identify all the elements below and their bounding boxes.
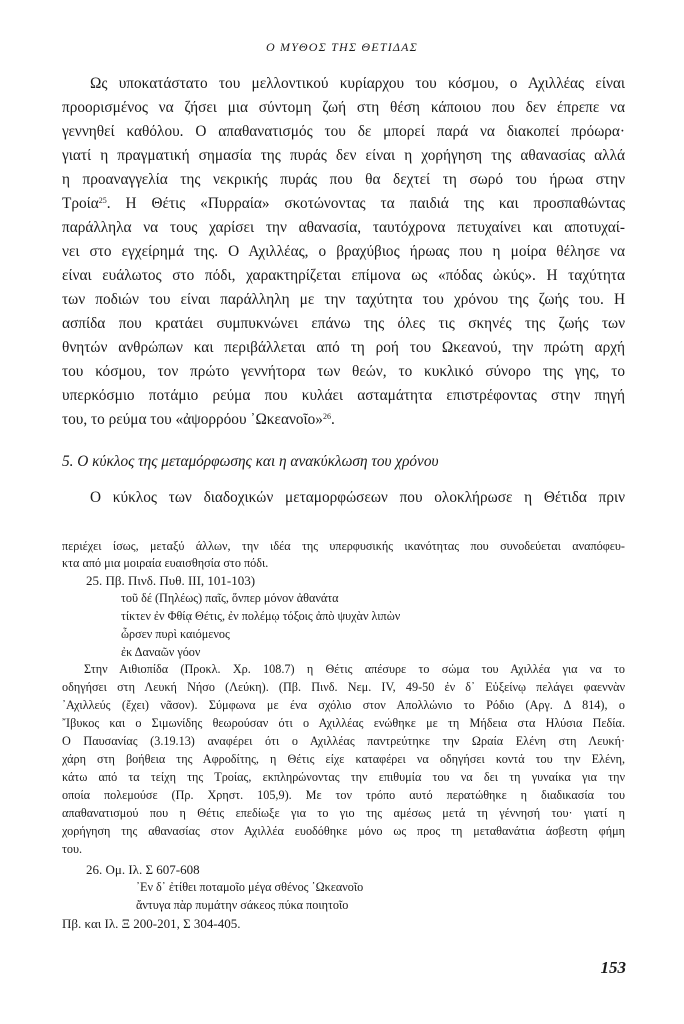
footnote-line: Ο Παυσανίας (3.19.13) αναφέρει ότι ο Αχιλλέας παντρεύτηκε την Ωραία Ελένη στη Λευκή· <box>62 734 625 748</box>
text-fragment: του, το ρεύμα του «ἀψορρόου ᾿Ωκεανοῖο» <box>62 411 323 428</box>
text-line: προορισμένος να ζήσει μια σύντομη ζωή στη θέση κάποιου που δεν έπρεπε να <box>62 99 625 116</box>
text-line <box>62 195 625 213</box>
text-line: παράλληλα να τους χαρίσει την αθανασία, ταυτόχρονα πετυχαίνει και αποτυχαί- <box>62 219 625 236</box>
page-number: 153 <box>600 958 626 977</box>
text-line: Ως υποκατάστατο του μελλοντικού κυρίαρχου του κόσμου, ο Αχιλλέας είναι <box>90 75 625 92</box>
footnote-line: οποία πολεμούσε (Πρ. Χρηστ. 105,9). Με τον τρόπο αυτό περατώθηκε η διαδικασία του <box>62 788 625 802</box>
footnote-ref[interactable]: 26 <box>322 412 331 421</box>
footnote-line: του. <box>62 842 83 856</box>
text-fragment: Τροία <box>62 195 99 212</box>
text-line: του, το ρεύμα του «ἀψορρόου ᾿Ωκεανοῖο»$^{26}$. <box>62 411 335 428</box>
footnote-line: κτα από μια μοιραία ευαισθησία στο πόδι. <box>62 556 269 570</box>
text-line: νει στο εγχείρημά της. Ο Αχιλλέας, ο βραχύβιος ήρωας που η μοίρα θέλησε να <box>62 243 625 260</box>
section-heading: 5. Ο κύκλος της μεταμόρφωσης και η ανακύκλωση του χρόνου <box>62 453 439 470</box>
footnote-26-heading: 26. Ομ. Ιλ. Σ 607-608 <box>86 862 200 877</box>
text-line: του κόσμου, τον πρώτο γεννήτορα των θεών, το κυκλικό σύνορο της γης, το <box>62 363 625 380</box>
section-first-line: Ο κύκλος των διαδοχικών μεταμορφώσεων που ολοκλήρωσε η Θέτιδα πριν <box>90 489 625 506</box>
text-line: θνητών ανθρώπων και περιβάλλεται από τη ροή του Ωκεανού, την πρώτη αρχή <box>62 339 625 356</box>
quote-line: τίκτεν ἐν Φθίᾳ Θέτις, ἐν πολέμῳ τόξοις ἀπὸ ψυχὰν λιπὼν <box>121 609 401 623</box>
footnote-25-heading: 25. Πβ. Πινδ. Πυθ. III, 101-103) <box>86 573 256 588</box>
text-line: είναι ευάλωτος στο πόδι, χαρακτηρίζεται επίμονα ως «πόδας ὠκύς». Η ταχύτητα <box>62 267 625 284</box>
text-line: ασπίδα που κρατάει συμπυκνώνει επάνω της όλες τις σκηνές της ζωής των <box>62 315 625 332</box>
text-line: υπερκόσμιο ποτάμιο ρεύμα που κυλάει ασταμάτητα επιστρέφοντας στην πηγή <box>62 387 625 404</box>
quote-line: ᾿Εν δ᾿ ἐτίθει ποταμοῖο μέγα σθένος ᾿Ωκεανοῖο <box>136 880 364 894</box>
text-line: η προαναγγελία της νεκρικής πυράς που θα δεχτεί τη σωρό του ήρωα στην <box>62 171 625 188</box>
footnote-line: περιέχει ίσως, μεταξύ άλλων, την ιδέα της υπερφυσικής ικανότητας που συνοδεύεται αναπόφευ- <box>62 539 625 553</box>
text-line: των ποδιών του είναι παράλληλη με την ταχύτητα του χρόνου της ζωής του. Η <box>62 291 625 308</box>
quote-line: τοῦ δέ (Πηλέως) παῖς, ὅνπερ μόνον ἀθανάτα <box>121 591 339 605</box>
footnote-line: Πβ. και Ιλ. Ξ 200-201, Σ 304-405. <box>62 916 241 931</box>
quote-line: ἐκ Δαναῶν γόον <box>121 645 201 659</box>
quote-line: ἄντυγα πὰρ πυμάτην σάκεος πύκα ποιητοῖο <box>136 898 349 912</box>
quote-line: ὦρσεν πυρὶ καιόμενος <box>121 627 230 641</box>
running-header: Ο ΜΥΘΟΣ ΤΗΣ ΘΕΤΙΔΑΣ <box>265 40 419 54</box>
footnote-ref[interactable]: 25 <box>98 196 107 205</box>
footnote-line: ῎Ιβυκος και ο Σιμωνίδης θεωρούσαν ότι ο Αχιλλέας ενώθηκε με τη Μήδεια στα Ηλύσια Πεδία. <box>62 716 625 730</box>
footnote-line: ᾿Αχιλλεύς (ἔχει) νᾶσον). Σύμφωνα με ένα σχόλιο στον Απολλώνιο το Ρόδιο (Αργ. Δ 814), ο <box>62 698 625 712</box>
footnote-line: χάρη στη βοήθεια της Αφροδίτης, η Θέτις είχε καταφέρει να οδηγήσει κοντά του την Ελένη, <box>62 752 625 766</box>
footnote-line: κάτω από τα τείχη της Τροίας, εκπληρώνοντας την επιθυμία του να δει τη γυναίκα για την <box>62 770 625 784</box>
footnote-line: Στην Αιθιοπίδα (Προκλ. Χρ. 108.7) η Θέτις απέσυρε το σώμα του Αχιλλέα για να το <box>84 662 625 676</box>
text-line: γιατί η πραγματική σημασία της πυράς δεν είναι η χορήγηση της αθανασίας αλλά <box>62 147 625 164</box>
text-fragment: . Η Θέτις «Πυρραία» σκοτώνοντας τα παιδιά της και προσπαθώντας <box>106 195 625 212</box>
footnote-line: οδηγήσει στη Λευκή Νήσο (Λεύκη). (Πβ. Πινδ. Νεμ. IV, 49-50 ἐν δ᾿ Εὐξείνῳ πελάγει φαεννὰν <box>62 680 625 694</box>
footnote-line: χορήγηση της αθανασίας στον Αχιλλέα ευοδόθηκε μόνο ως προς τη μεταθανάτια άσβεστη φήμη <box>62 824 625 838</box>
footnote-line: απαθανατισμού που η Θέτις επεδίωξε για το γιο της αμέσως μετά τη γέννησή του· γιατί η <box>62 806 625 820</box>
text-line: γεννηθεί καθόλου. Ο απαθανατισμός του δε μπορεί παρά να διακοπεί πρόωρα· <box>62 123 625 140</box>
